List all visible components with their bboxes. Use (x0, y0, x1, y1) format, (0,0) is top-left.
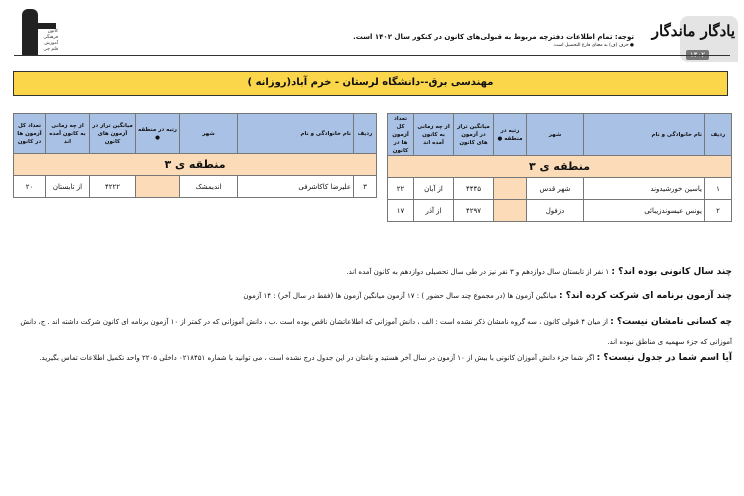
major-banner: مهندسی برق--دانشگاه لرستان - خرم آباد(روزانه ) (13, 71, 728, 96)
col-since: از چه زمانی به کانون آمده اند (46, 114, 90, 154)
col-total: تعداد کل آزمون ها در کانون (388, 114, 414, 156)
cell-index: ۳ (354, 176, 377, 198)
kanoon-logo (18, 5, 62, 57)
header-divider (14, 55, 730, 56)
note-question: آیا اسم شما در جدول نیست؟ : (596, 353, 732, 363)
cell-since: از آبان (414, 178, 454, 200)
students-table-left (13, 113, 377, 198)
cell-avg: ۴۲۲۲ (90, 176, 136, 198)
col-rank: رتبه در منطقه ● (494, 114, 527, 156)
region-band: منطقه ی ۳ (388, 156, 732, 178)
notice: توجه: تمام اطلاعات دفترچه مربوط به قبولی‌های کانون در کنکور سال ۱۴۰۲ است. (353, 33, 634, 41)
col-city: شهر (527, 114, 584, 156)
cell-index: ۱ (705, 178, 732, 200)
cell-rank (494, 178, 527, 200)
col-index: ردیف (354, 114, 377, 154)
col-total: تعداد کل آزمون ها در کانون (14, 114, 46, 154)
cell-name: یونس عیسوندزیبائی (584, 200, 705, 222)
cell-name: علیرضا کاکاشرفی (238, 176, 354, 198)
cell-total: ۲۰ (14, 176, 46, 198)
cell-total: ۲۲ (388, 178, 414, 200)
table-header (388, 114, 732, 156)
logo-line: فرهنگی (43, 35, 58, 40)
note-answer: میانگین آزمون ها (در مجموع چند سال حضور ) : ۱۷ آزمون میانگین آزمون ها (فقط در سال آخر) : ۱۴ آزمون (243, 292, 559, 300)
logo-year: ۱۴۰۲ (686, 50, 709, 60)
table-row (388, 200, 732, 222)
table-row (388, 178, 732, 200)
note-question: چند سال کانونی بوده اند؟ : (611, 267, 732, 277)
note-question: چه کسانی نامشان نیست؟ : (610, 317, 732, 327)
cell-since: از آذر (414, 200, 454, 222)
col-avg: میانگین تراز در آزمون های کانون (454, 114, 494, 156)
cell-name: یاسین خورشیدوند (584, 178, 705, 200)
note-answer: ۱ نفر از تابستان سال دوازدهم و ۳ نفر نیز در طی سال تحصیلی دوازدهم به کانون آمده اند. (346, 268, 612, 276)
cell-index: ۲ (705, 200, 732, 222)
logo-title: یادگار ماندگار (651, 22, 735, 40)
graduate-figure-icon (22, 9, 38, 55)
cell-city: اندیمشک (180, 176, 238, 198)
col-index: ردیف (705, 114, 732, 156)
cell-since: از تابستان (46, 176, 90, 198)
table-header (14, 114, 377, 154)
cell-avg: ۴۴۴۵ (454, 178, 494, 200)
cell-rank (136, 176, 180, 198)
note-years (12, 267, 732, 277)
note-answer: از میان ۴ قبولی کانون ، سه گروه نامشان ذکر نشده است : الف ، دانش آموزانی که اطلاعاتشان ناقص بوده است .ب ، دانش آموزانی که در کمتر از ۱۰ آزمون برنامه ای کانون شرکت داشته اند . ج، دانش آموزانی که جزء سهمیه ی مناطق نبوده اند. (20, 318, 732, 346)
region-band: منطقه ی ۳ (14, 154, 377, 176)
col-name: نام خانوادگی و نام (238, 114, 354, 154)
col-avg: میانگین تراز در آزمون های کانون (90, 114, 136, 154)
note-missing (12, 312, 732, 352)
notice-sub: ● حرف (ف) به معنای فارغ التحصیل است. (552, 43, 634, 48)
note-question: چند آزمون برنامه ای شرکت کرده اند؟ : (558, 291, 732, 301)
col-city: شهر (180, 114, 238, 154)
col-since: از چه زمانی به کانون آمده اند (414, 114, 454, 156)
logo-text (40, 29, 58, 53)
col-name: نام خانوادگی و نام (584, 114, 705, 156)
students-table-right (387, 113, 732, 222)
table-row (14, 176, 377, 198)
note-exams (12, 291, 732, 301)
logo-line: آموزش (44, 41, 58, 46)
col-rank: رتبه در منطقه ● (136, 114, 180, 154)
cell-city: شهر قدس (527, 178, 584, 200)
logo-line: قلم چی (43, 47, 58, 52)
logo-line: کانون (47, 29, 58, 34)
cell-avg: ۴۲۹۷ (454, 200, 494, 222)
cell-total: ۱۷ (388, 200, 414, 222)
cell-rank (494, 200, 527, 222)
note-answer: اگر شما جزء دانش آموزان کانونی با بیش از ۱۰ آزمون در سال آخر هستید و نامتان در این جدول درج نشده است ، می توانید با شماره ۰۲۱۸۴۵۱ داخلی ۲۲۰۵ واحد تکمیل اطلاعات تماس بگیرید. (39, 354, 597, 362)
cell-city: دزفول (527, 200, 584, 222)
note-contact (12, 348, 732, 368)
